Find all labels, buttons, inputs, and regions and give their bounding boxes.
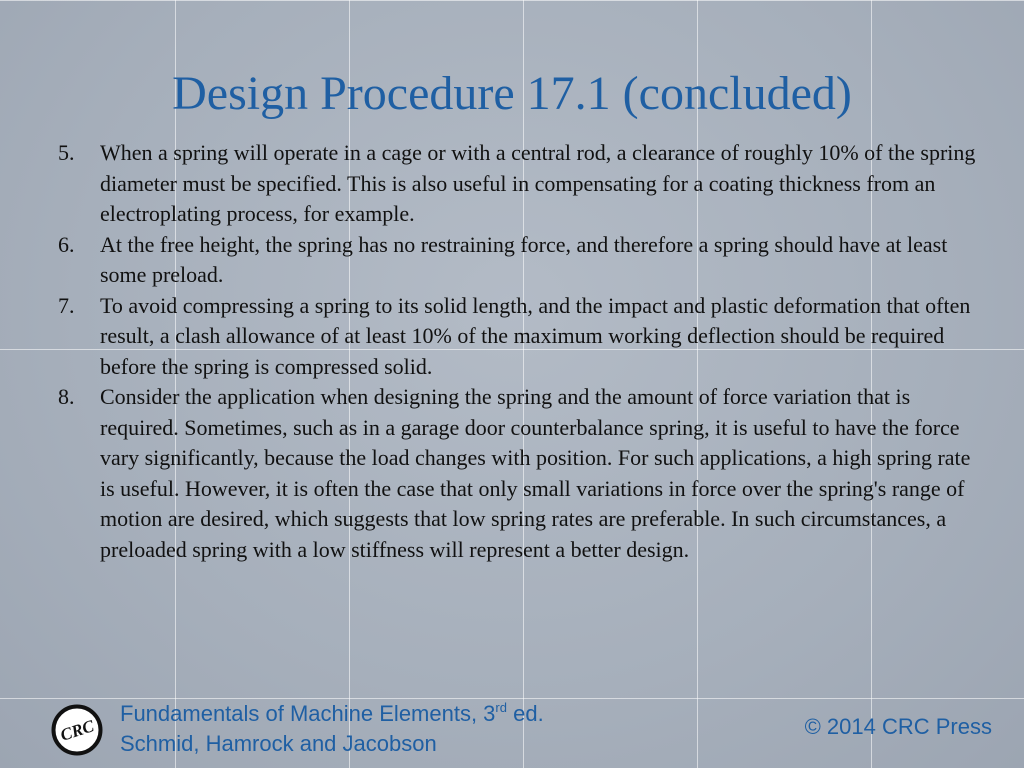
list-item-text: When a spring will operate in a cage or with a central rod, a clearance of roughly 10% of the spring diameter must be specified. This is also useful in compensating for a coating thickness from an electroplating process, for example. [100,140,976,226]
list-item-text: Consider the application when designing the spring and the amount of force variation that is required. Sometimes, such as in a garage door counterbalance spring, it is useful to have the force vary significantly, because the load changes with position. For such applications, a high spring rate is useful. However, it is often the case that only small variations in force over the spring's range of motion are desired, which suggests that low spring rates are preferable. In such circumstances, a preloaded spring with a low stiffness will represent a better design. [100,384,971,562]
book-title: Fundamentals of Machine Elements, 3rd ed. [120,700,544,726]
procedure-list [58,138,978,565]
list-item [58,230,978,291]
list-item [58,291,978,383]
list-item-number: 5. [58,140,75,165]
list-item [58,382,978,565]
slide-title: Design Procedure 17.1 (concluded) [172,67,852,120]
list-item-text: At the free height, the spring has no restraining force, and therefore a spring should have at least some preload. [100,231,948,287]
book-authors: Schmid, Hamrock and Jacobson [120,731,437,756]
list-item [58,138,978,230]
list-item-text: To avoid compressing a spring to its solid length, and the impact and plastic deformation that often result, a clash allowance of at least 10% of the maximum working deflection should be required before the spring is compressed solid. [100,292,971,379]
list-item-number: 8. [58,384,75,409]
copyright-notice: © 2014 CRC Press [804,714,992,739]
list-item-number: 7. [58,292,75,318]
crc-logo [51,704,103,756]
crc-logo-text: CRC [58,716,97,745]
slide-footer [0,698,1024,768]
book-reference [120,699,544,759]
list-item-number: 6. [58,231,75,257]
